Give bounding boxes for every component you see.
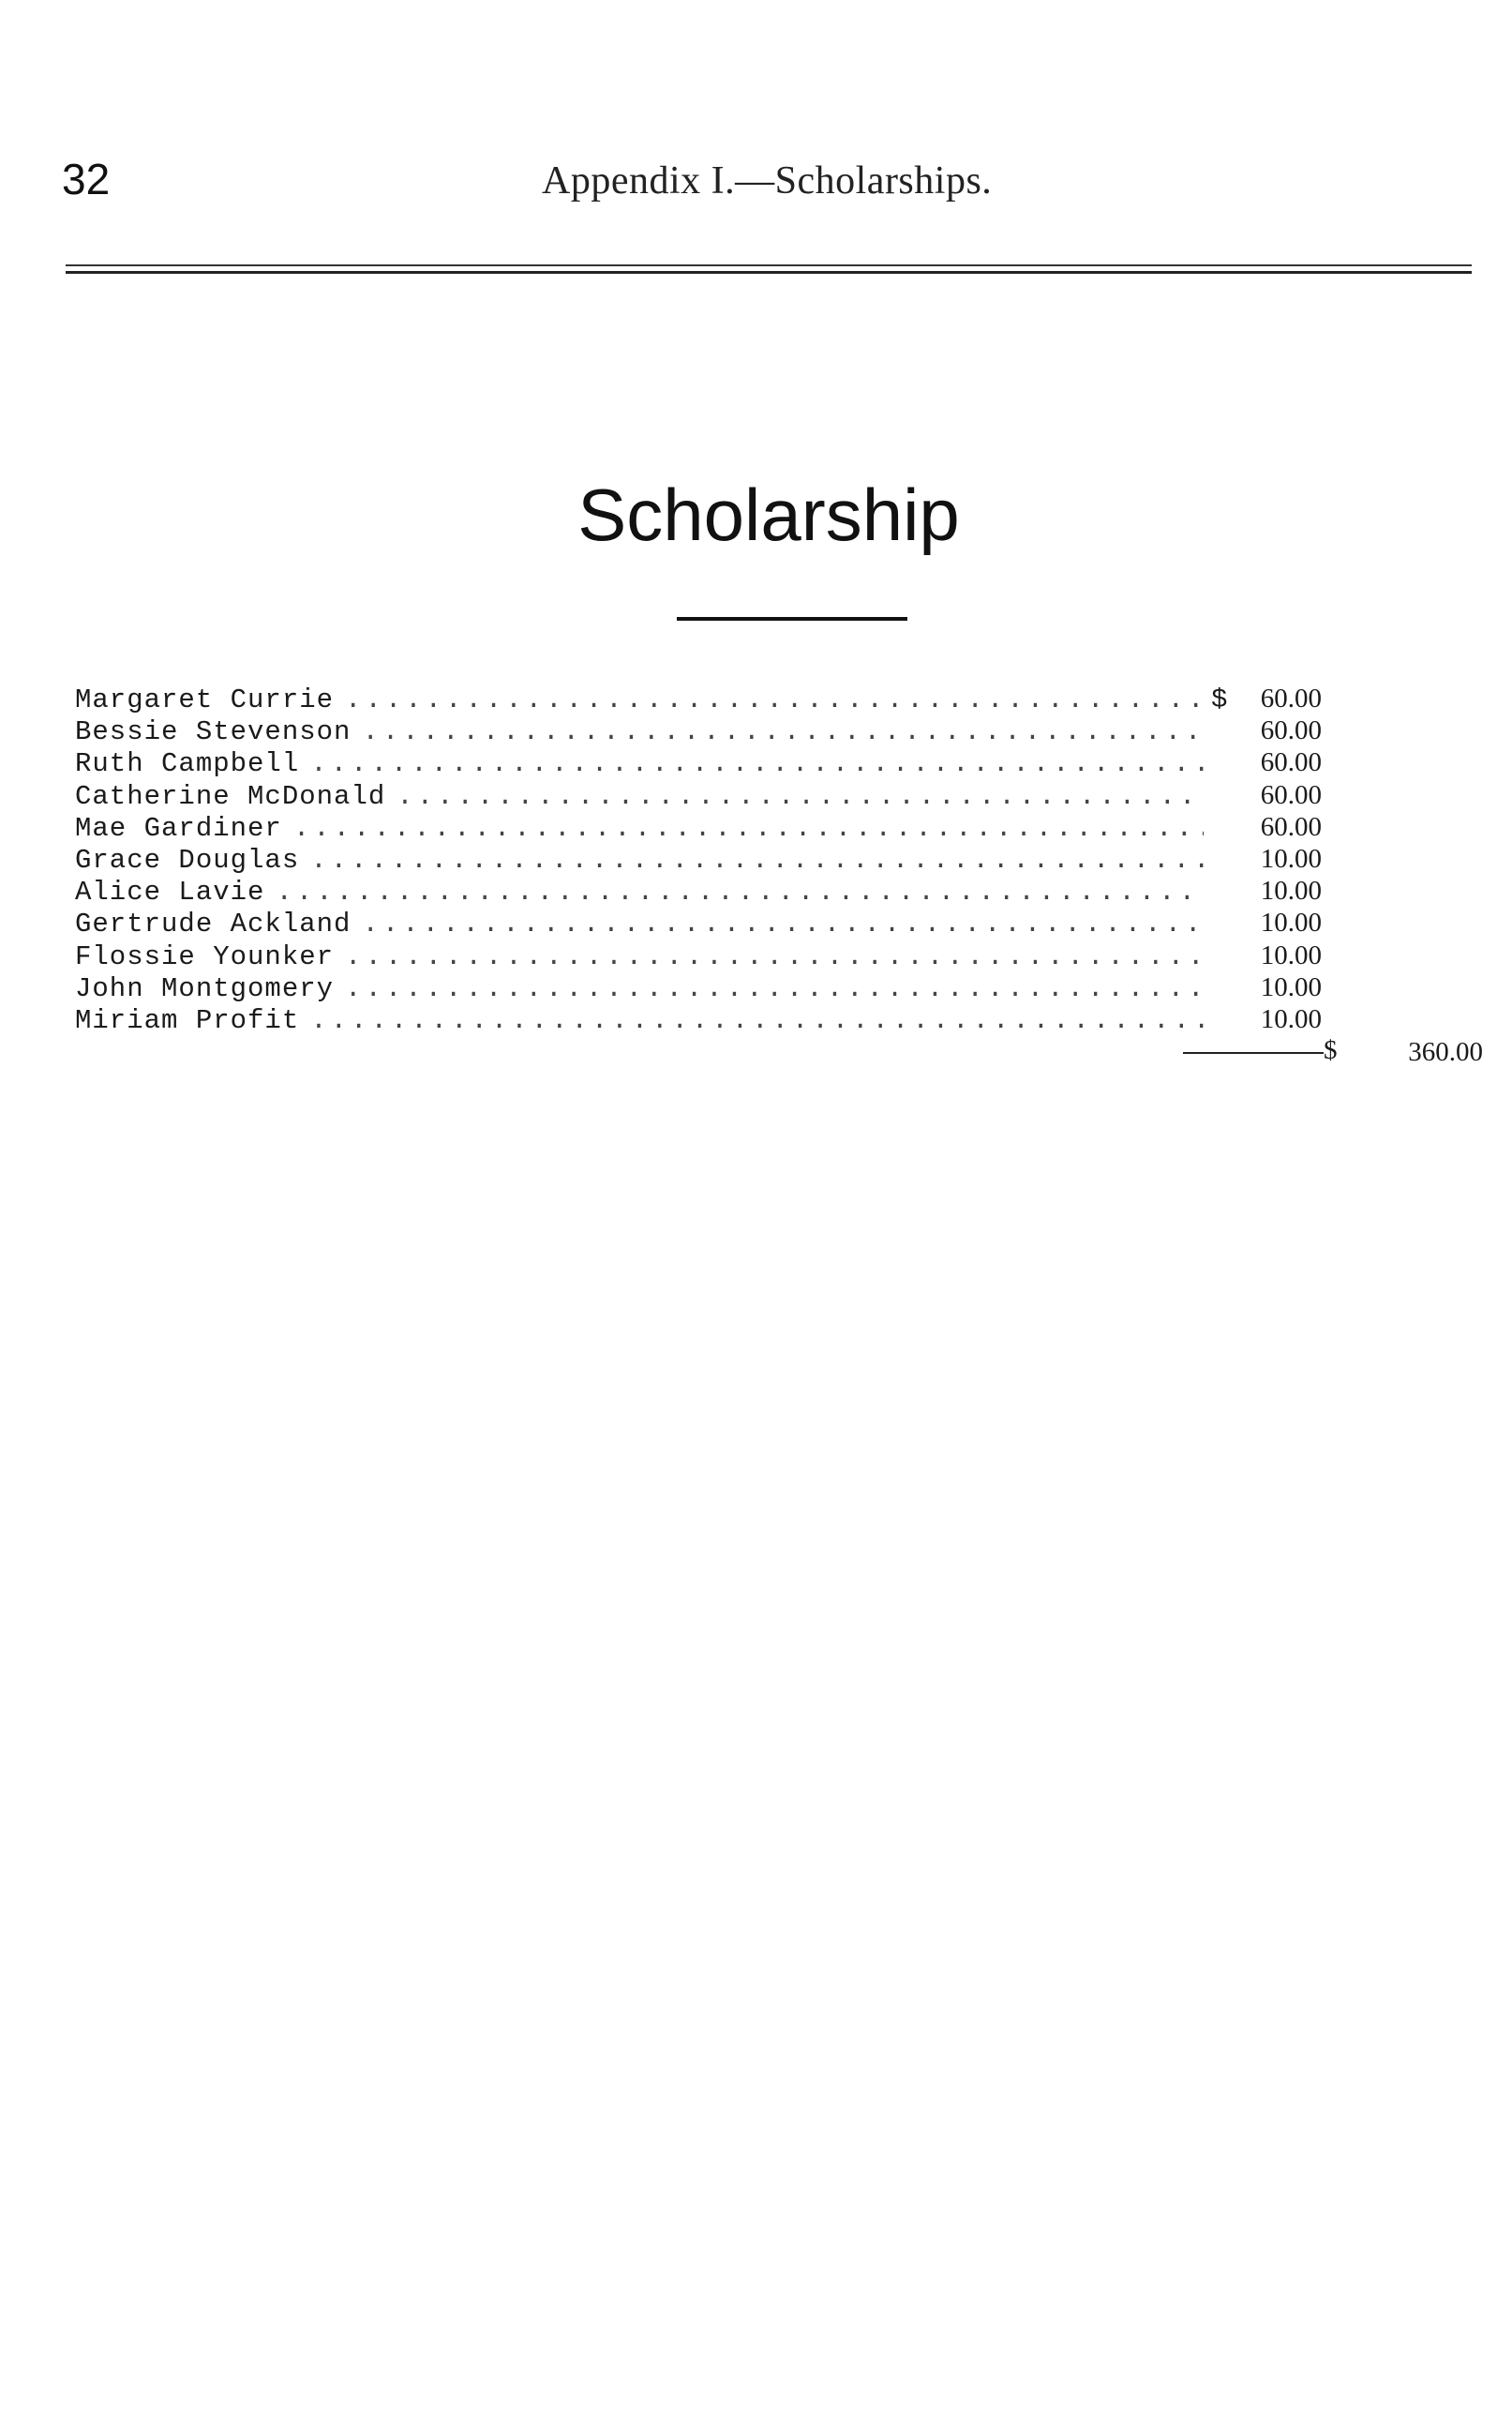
scholarship-list — [75, 683, 1322, 1035]
amount: 10.00 — [1260, 940, 1322, 970]
list-item — [75, 907, 1322, 939]
dot-leader — [345, 684, 1204, 716]
total-amount: 360.00 — [1408, 1037, 1483, 1067]
dot-leader — [310, 748, 1204, 780]
amount: 60.00 — [1260, 715, 1322, 746]
recipient-name: Grace Douglas — [75, 844, 300, 876]
page-number: 32 — [62, 155, 111, 203]
recipient-name: Alice Lavie — [75, 877, 265, 909]
amount: 10.00 — [1260, 876, 1322, 907]
recipient-name: Gertrude Ackland — [75, 909, 352, 940]
amount: 10.00 — [1260, 1003, 1322, 1034]
dot-leader — [310, 845, 1204, 877]
recipient-name: Mae Gardiner — [75, 812, 282, 844]
total-dollar-sign: $ — [1324, 1035, 1338, 1065]
dot-leader — [362, 716, 1204, 748]
recipient-name: Miriam Profit — [75, 1004, 300, 1036]
total-rule — [1183, 1052, 1324, 1054]
amount: 60.00 — [1260, 779, 1322, 810]
amount: 10.00 — [1260, 971, 1322, 1002]
list-item — [75, 875, 1322, 907]
amount: 60.00 — [1260, 684, 1322, 714]
amount: 60.00 — [1260, 811, 1322, 842]
dot-leader — [310, 1005, 1204, 1037]
dot-leader — [362, 909, 1204, 940]
list-item — [75, 714, 1322, 746]
amount: 10.00 — [1260, 908, 1322, 939]
dollar-sign: $ — [1211, 684, 1228, 715]
dot-leader — [293, 813, 1204, 845]
list-item — [75, 940, 1322, 971]
recipient-name: Catherine McDonald — [75, 780, 386, 812]
list-item — [75, 811, 1322, 843]
list-item — [75, 779, 1322, 811]
recipient-name: Flossie Younker — [75, 940, 335, 972]
recipient-name: Ruth Campbell — [75, 748, 300, 780]
dot-leader — [276, 877, 1204, 909]
list-item — [75, 843, 1322, 875]
page-title: Scholarship — [577, 474, 960, 556]
amount: 60.00 — [1260, 747, 1322, 778]
amount: 10.00 — [1260, 843, 1322, 874]
title-underline — [677, 617, 907, 621]
recipient-name: John Montgomery — [75, 972, 335, 1004]
header-double-rule — [66, 264, 1472, 274]
running-head: Appendix I.—Scholarships. — [542, 159, 993, 203]
list-item — [75, 683, 1322, 714]
recipient-name: Bessie Stevenson — [75, 716, 352, 748]
list-item — [75, 746, 1322, 778]
list-item — [75, 1003, 1322, 1035]
dot-leader — [345, 941, 1204, 973]
dot-leader — [397, 781, 1204, 813]
list-item — [75, 971, 1322, 1003]
dot-leader — [345, 973, 1204, 1005]
recipient-name: Margaret Currie — [75, 684, 335, 715]
total-row — [1183, 1033, 1483, 1071]
